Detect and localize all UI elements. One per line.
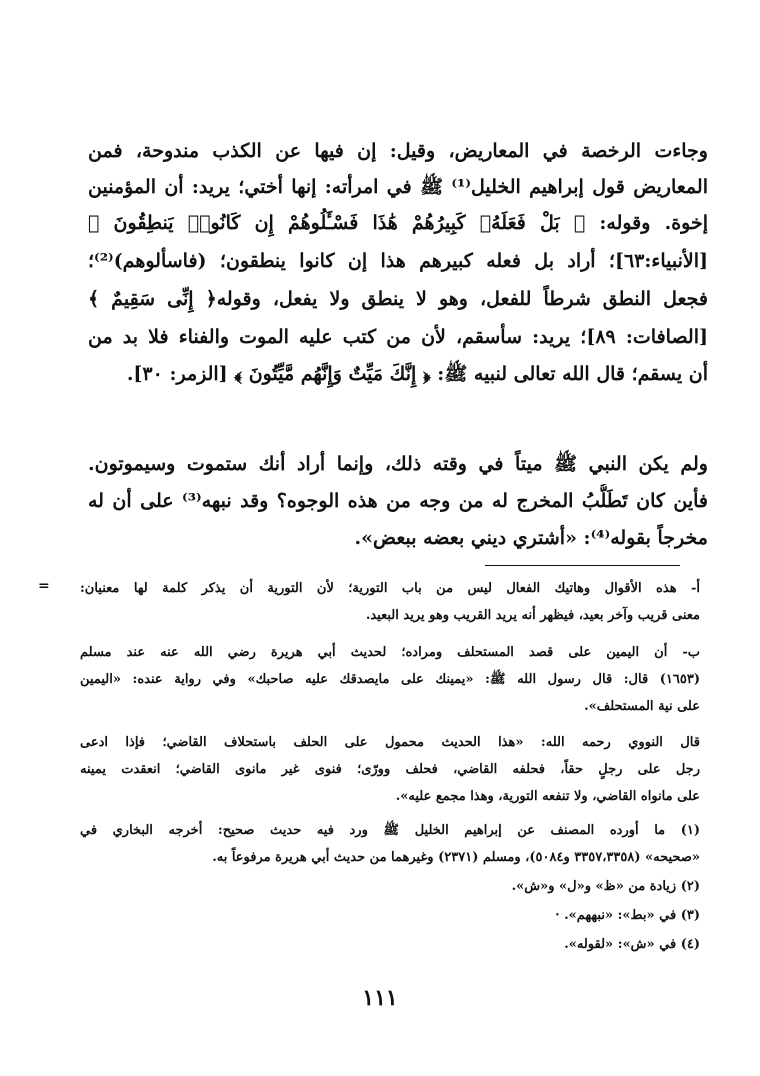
body-line: المعاريض قول إبراهيم الخليل⁽¹⁾ ﷺ في امرأته: إنها أختي؛ يريد: أن المؤمنين <box>88 176 708 198</box>
body-line: مخرجاً بقوله⁽⁴⁾: «أشتري ديني بعضه ببعض». <box>354 527 708 549</box>
body-line: [الصافات: ٨٩]؛ يريد: سأسقم، لأن من كتب عليه الموت والفناء فلا بد من <box>88 326 708 348</box>
body-line: إخوة. وقوله: ﴿ بَلْ فَعَلَهُۥ كَبِيرُهُمْ هَٰذَا فَسْـَٔلُوهُمْ إِن كَانُوا۟ يَنطِقُونَ ﴾ <box>88 212 708 234</box>
footnote-line: (٢) زيادة من «ظ» و«ل» و«ش». <box>511 879 700 894</box>
footnote-line: (٣) في «بط»: «نبههم». · <box>555 908 700 923</box>
footnote-line: أ- هذه الأقوال وهاتيك الفعال ليس من باب التورية؛ لأن التورية أن يذكر كلمة لها معنيان: <box>80 581 700 596</box>
footnote-line: على مانواه القاضي، ولا تنفعه التورية، وهذا مجمع عليه». <box>395 789 700 804</box>
footnote-line: معنى قريب وآخر بعيد، فيظهر أنه يريد القريب وهو يريد البعيد. <box>365 608 700 623</box>
footnote-continuation-marker: = <box>38 578 50 594</box>
page-number: ١١١ <box>362 985 398 1011</box>
body-line: ولم يكن النبي ﷺ ميتاً في وقته ذلك، وإنما أراد أنك ستموت وسيموتون. <box>88 453 708 475</box>
footnote-line: (١) ما أورده المصنف عن إبراهيم الخليل ﷺ ورد فيه حديث صحيح: أخرجه البخاري في <box>80 823 700 838</box>
footnote-line: رجل على رجلٍ حقاً، فحلفه القاضي، فحلف وورّى؛ فنوى غير مانوى القاضي؛ انعقدت يمينه <box>80 762 700 777</box>
body-line: [الأنبياء:٦٣]؛ أراد بل فعله كبيرهم هذا إن كانوا ينطقون؛ (فاسألوهم)⁽²⁾؛ <box>88 250 708 272</box>
body-line: فجعل النطق شرطاً للفعل، وهو لا ينطق ولا يفعل، وقوله﴿ إِنِّى سَقِيمٌ ﴾ <box>88 288 708 310</box>
body-line: أن يسقم؛ قال الله تعالى لنبيه ﷺ: ﴿ إِنَّكَ مَيِّتٌ وَإِنَّهُم مَّيِّتُونَ ﴾ [الزمر: ٣٠]. <box>126 363 708 385</box>
footnote-line: «صحيحه» (٣٣٥٧،٣٣٥٨ و٥٠٨٤)، ومسلم (٢٣٧١) وغيرهما من حديث أبي هريرة مرفوعاً به. <box>212 850 700 865</box>
body-line: فأين كان تَطَلُّبُ المخرج له من وجه من هذه الوجوه؟ وقد نبهه⁽³⁾ على أن له <box>88 490 708 512</box>
footnote-separator <box>485 565 680 566</box>
footnote-line: على نية المستحلف». <box>584 699 700 714</box>
body-line: وجاءت الرخصة في المعاريض، وقيل: إن فيها عن الكذب مندوحة، فمن <box>88 140 708 162</box>
footnote-line: (١٦٥٣) قال: قال رسول الله ﷺ: «يمينك على مايصدقك عليه صاحبك» وفي رواية عنده: «اليمين <box>80 672 700 687</box>
footnote-line: (٤) في «ش»: «لقوله». <box>564 937 700 952</box>
footnote-line: ب- أن اليمين على قصد المستحلف ومراده؛ لحديث أبي هريرة رضي الله عنه عند مسلم <box>80 645 700 660</box>
footnote-line: قال النووي رحمه الله: «هذا الحديث محمول على الحلف باستحلاف القاضي؛ فإذا ادعى <box>80 735 700 750</box>
